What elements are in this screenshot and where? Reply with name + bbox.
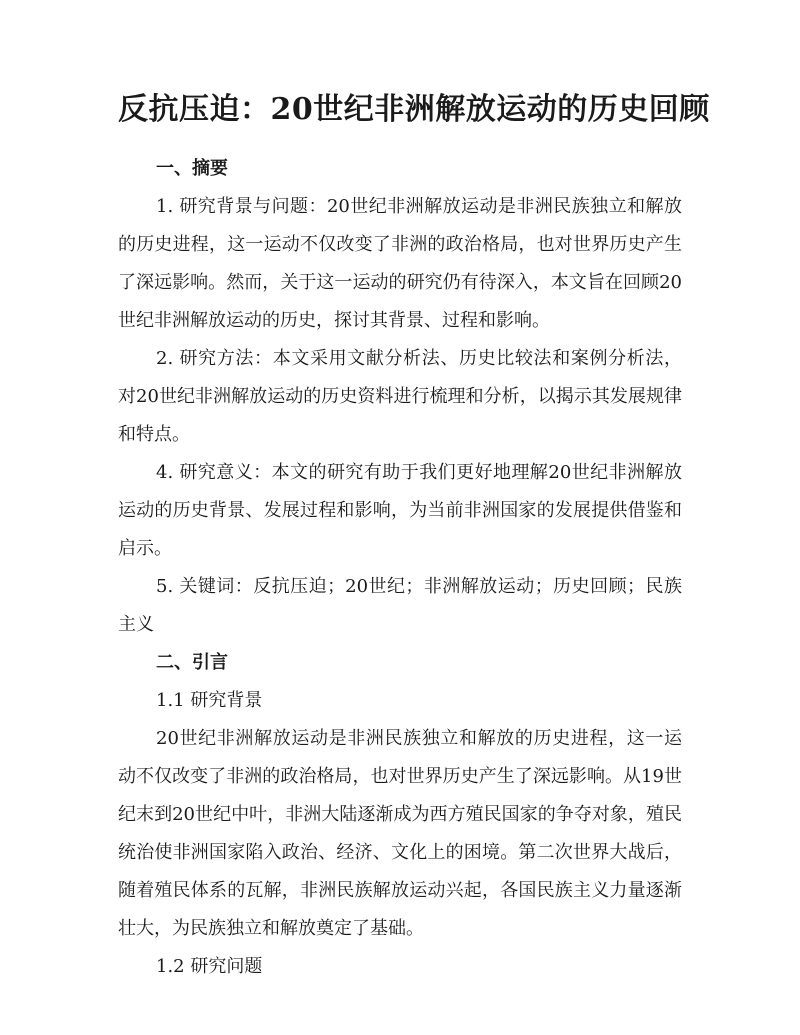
abstract-item-background: 1. 研究背景与问题：20世纪非洲解放运动是非洲民族独立和解放的历史进程，这一运动不仅改变了非洲的政治格局，也对世界历史产生了深远影响。然而，关于这一运动的研究仍有待深入，本文旨在回顾20世纪非洲解放运动的历史，探讨其背景、过程和影响。: [118, 196, 682, 331]
abstract-item-significance: 4. 研究意义：本文的研究有助于我们更好地理解20世纪非洲解放运动的历史背景、发展过程和影响，为当前非洲国家的发展提供借鉴和启示。: [118, 462, 682, 559]
document-title: 反抗压迫：20世纪非洲解放运动的历史回顾: [118, 92, 710, 127]
abstract-section: [118, 150, 682, 644]
abstract-item-keywords: 5. 关键词：反抗压迫；20世纪；非洲解放运动；历史回顾；民族主义: [118, 576, 682, 635]
subsection-heading-question: 1.2 研究问题: [156, 956, 263, 977]
abstract-item-method: 2. 研究方法：本文采用文献分析法、历史比较法和案例分析法，对20世纪非洲解放运动的历史资料进行梳理和分析，以揭示其发展规律和特点。: [118, 348, 682, 445]
section-heading-abstract: 一、摘要: [156, 158, 228, 179]
subsection-heading-background: 1.1 研究背景: [156, 690, 263, 711]
subsection-body-background: 20世纪非洲解放运动是非洲民族独立和解放的历史进程，这一运动不仅改变了非洲的政治格局，也对世界历史产生了深远影响。从19世纪末到20世纪中叶，非洲大陆逐渐成为西方殖民国家的争夺对象，殖民统治使非洲国家陷入政治、经济、文化上的困境。第二次世界大战后，随着殖民体系的瓦解，非洲民族解放运动兴起，各国民族主义力量逐渐壮大，为民族独立和解放奠定了基础。: [118, 728, 682, 939]
introduction-section: [118, 644, 682, 986]
section-heading-introduction: 二、引言: [156, 652, 228, 673]
